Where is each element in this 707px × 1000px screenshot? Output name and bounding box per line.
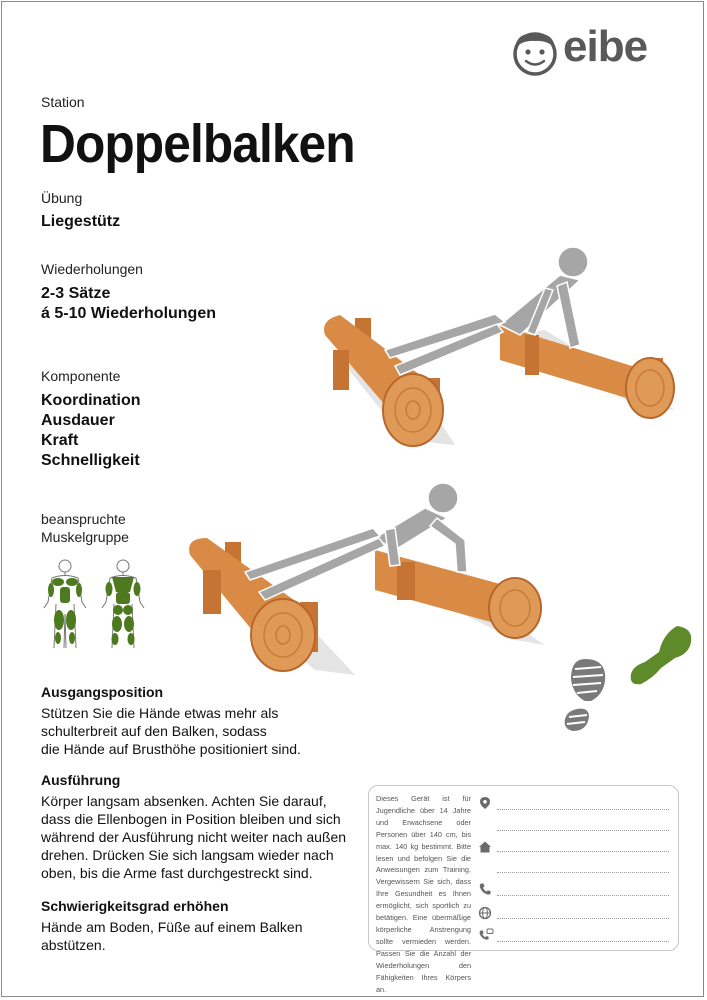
execution-line: Körper langsam absenken. Achten Sie darauf,: [41, 793, 327, 809]
exercise-label: Übung: [41, 190, 83, 206]
exercise-illustration-bottom: [185, 480, 555, 680]
smiley-face-icon: [507, 28, 563, 78]
contact-line: [497, 809, 669, 810]
muscle-group-label: [41, 510, 129, 546]
muscle-diagram-front: [42, 558, 88, 652]
difficulty-heading: Schwierigkeitsgrad erhöhen: [41, 898, 229, 914]
execution-line: während der Ausführung nicht weiter nach außen: [41, 829, 347, 845]
difficulty-section: [41, 898, 303, 954]
home-icon: [478, 840, 492, 854]
contact-line: [497, 895, 669, 896]
contact-line: [497, 830, 669, 831]
component-item: Schnelligkeit: [41, 452, 140, 469]
muscle-label-line: beanspruchte: [41, 511, 126, 527]
phone-chat-icon: [478, 928, 494, 942]
contact-line: [497, 872, 669, 873]
reps-label: Wiederholungen: [41, 261, 143, 277]
safety-notice-text: Dieses Gerät ist für Jugendliche über 14 Jahre und Erwachsene oder Personen über 140 cm, bis max. 140 kg bestimmt. Bitte lesen und befolgen Sie die Anweisungen zum Training. Vergewissern Sie sich, dass Ihre Gesundheit es Ihnen ermöglicht, sich sportlich zu betätigen. Eine übermäßige körperliche Anstrengung sollte vermieden werden. Passen Sie die Anzahl der Wiederholungen den Fähigkeiten Ihres Körpers an.: [376, 794, 471, 994]
foot-print-icon: [627, 622, 695, 688]
shoe-print-icon: [555, 655, 615, 735]
components-label: Komponente: [41, 368, 121, 384]
reps-line: á 5-10 Wiederholungen: [41, 305, 216, 322]
components-list: [41, 391, 141, 471]
muscle-label-line: Muskelgruppe: [41, 529, 129, 545]
exercise-value: Liegestütz: [41, 213, 121, 230]
globe-icon: [478, 906, 492, 920]
execution-heading: Ausführung: [41, 772, 121, 788]
phone-icon: [478, 882, 492, 896]
difficulty-line: Hände am Boden, Füße auf einem Balken: [41, 919, 303, 935]
component-item: Ausdauer: [41, 412, 115, 429]
start-position-heading: Ausgangsposition: [41, 684, 164, 700]
reps-line: 2-3 Sätze: [41, 285, 111, 302]
execution-line: oben, bis die Arme fast durchgestreckt sind.: [41, 865, 313, 881]
contact-line: [497, 941, 669, 942]
execution-section: [41, 772, 346, 882]
location-pin-icon: [478, 796, 492, 810]
start-position-line: die Hände auf Brusthöhe positioniert sind.: [41, 741, 301, 757]
contact-line: [497, 918, 669, 919]
start-position-section: [41, 684, 301, 758]
component-item: Koordination: [41, 392, 141, 409]
brand-logo: [507, 24, 682, 82]
difficulty-line: abstützen.: [41, 937, 106, 953]
exercise-illustration-top: [305, 240, 685, 450]
muscle-diagram-back: [100, 558, 146, 652]
contact-line: [497, 851, 669, 852]
component-item: Kraft: [41, 432, 79, 449]
execution-line: drehen. Drücken Sie sich langsam wieder nach: [41, 847, 334, 863]
station-label: Station: [41, 94, 85, 110]
execution-line: dass die Ellenbogen in Position bleiben und sich: [41, 811, 341, 827]
start-position-line: schulterbreit auf den Balken, sodass: [41, 723, 267, 739]
start-position-line: Stützen Sie die Hände etwas mehr als: [41, 705, 279, 721]
station-title: Doppelbalken: [40, 114, 355, 174]
logo-text: eibe: [563, 22, 648, 71]
reps-values: [41, 284, 216, 324]
